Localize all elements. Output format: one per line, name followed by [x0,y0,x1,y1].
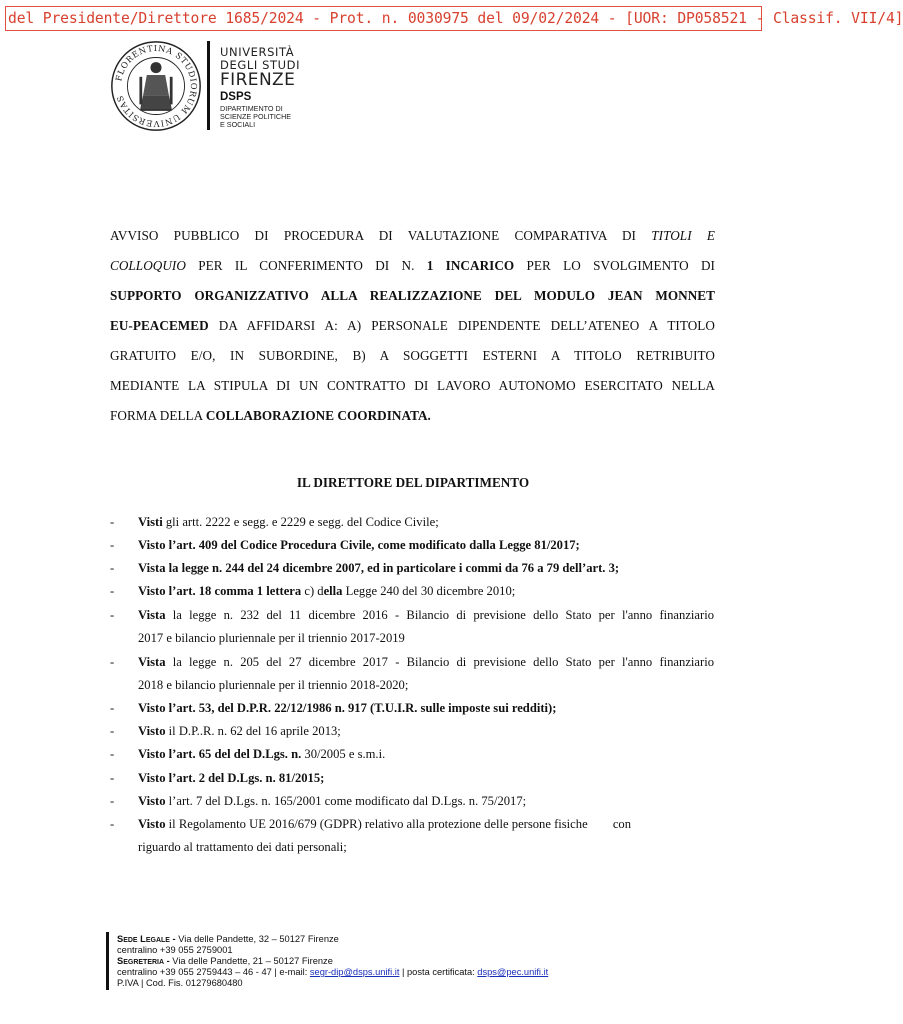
footer-segreteria-label: Segreteria - [117,956,170,966]
bold-text: Visto [138,724,166,738]
italic-text: TITOLI E [651,228,716,243]
text-run: MEDIANTE LA STIPULA DI UN CONTRATTO DI LAVORO AUTONOMO ESERCITATO NELLA [110,378,715,393]
logo-divider [207,41,210,130]
notice-line [110,288,715,304]
section-heading: IL DIRETTORE DEL DIPARTIMENTO [296,475,530,490]
list-bullet: - [110,515,115,529]
notice-line [110,378,715,394]
text-run: AVVISO PUBBLICO DI PROCEDURA DI VALUTAZIONE COMPARATIVA DI [110,228,652,243]
department-acronym: DSPS [220,91,252,103]
list-bullet: - [110,771,115,785]
text-run: PER IL CONFERIMENTO DI N. [185,258,427,273]
university-name-line3: FIRENZE [220,70,296,90]
text-run: 30/2005 e s.m.i. [301,747,386,761]
text-run: la legge n. 232 del 11 dicembre 2016 - Bilancio di previsione dello Stato per l'anno finanziario [165,608,714,622]
footer-sede-label: Sede Legale - [117,934,176,944]
list-item [138,817,631,832]
list-bullet: - [110,817,115,831]
bold-text: ella [323,584,343,598]
text-run: il D.P..R. n. 62 del 16 aprile 2013; [165,724,341,738]
list-item [138,584,515,599]
list-bullet: - [110,794,115,808]
list-item [138,655,714,670]
list-bullet: - [110,608,115,622]
text-run: DA AFFIDARSI A: A) PERSONALE DIPENDENTE DELL’ATENEO A TITOLO [208,318,715,333]
text-run: c) d [301,584,324,598]
text-run: 2018 e bilancio pluriennale per il triennio 2018-2020; [138,678,409,692]
bold-text: 1 INCARICO [426,258,515,273]
footer-email-link[interactable]: segr-dip@dsps.unifi.it [309,967,400,977]
footer-pec-label: | posta certificata: [399,967,478,977]
text-run: il Regolamento UE 2016/679 (GDPR) relativo alla protezione delle persone fisiche con [165,817,632,831]
notice-line [110,348,715,364]
list-item [138,515,439,530]
list-bullet: - [110,724,115,738]
list-bullet: - [110,701,115,715]
bold-text: SUPPORTO ORGANIZZATIVO ALLA REALIZZAZIONE DEL MODULO JEAN MONNET [110,288,715,303]
bold-text: Visti [138,515,163,529]
bold-text: Visto l’art. 65 del del D.Lgs. n. [138,747,302,761]
notice-line [110,318,715,334]
bold-text: Visto l’art. 53, del D.P.R. 22/12/1986 n. 917 (T.U.I.R. sulle imposte sui redditi); [138,701,557,715]
footer-pec-link[interactable]: dsps@pec.unifi.it [477,967,549,977]
protocol-stamp-text: del Presidente/Direttore 1685/2024 - Prot. n. 0030975 del 09/02/2024 - [UOR: DP058521 - Classif. VII/4] [8,10,903,27]
list-item-continuation [138,678,408,693]
bold-text: EU-PEACEMED [110,318,209,333]
notice-line [110,228,715,244]
footer-contacts-text: centralino +39 055 2759443 – 46 - 47 | e-mail: [117,967,310,977]
list-item [138,794,526,809]
bold-text: COLLABORAZIONE COORDINATA. [205,408,431,423]
list-item [138,608,714,623]
list-bullet: - [110,747,115,761]
notice-line [110,258,715,274]
protocol-stamp [5,6,903,31]
university-name-line2: DEGLI STUDI [220,58,301,72]
footer-sede-address: Via delle Pandette, 32 – 50127 Firenze [175,934,339,944]
footer-centralino: centralino +39 055 2759001 [117,945,233,955]
list-item [138,538,580,553]
footer-divider [106,932,109,990]
list-item-continuation [138,840,347,855]
list-item [138,747,385,762]
footer-segreteria-address: Via delle Pandette, 21 – 50127 Firenze [169,956,333,966]
list-bullet: - [110,584,115,598]
bold-text: Vista [138,655,166,669]
bold-text: Visto l’art. 409 del Codice Procedura Civile, come modificato dalla Legge 81/2017; [138,538,580,552]
text-run: FORMA DELLA [110,408,206,423]
footer-sede-line [117,934,339,944]
text-run: 2017 e bilancio pluriennale per il triennio 2017-2019 [138,631,405,645]
university-name-line1: UNIVERSITÀ [220,45,295,59]
list-bullet: - [110,655,115,669]
list-item [138,561,619,576]
list-item [138,701,556,716]
department-name-line3: E SOCIALI [220,120,256,129]
list-bullet: - [110,561,115,575]
text-run: GRATUITO E/O, IN SUBORDINE, B) A SOGGETTI ESTERNI A TITOLO RETRIBUITO [110,348,715,363]
seal-text: FLORENTINA STUDIORUM UNIVERSITAS [113,42,200,129]
bold-text: Visto l’art. 18 comma 1 lettera [138,584,302,598]
bold-text: Vista la legge n. 244 del 24 dicembre 2007, ed in particolare i commi da 76 a 79 dell’art. 3; [138,561,620,575]
text-run: la legge n. 205 del 27 dicembre 2017 - Bilancio di previsione dello Stato per l'anno finanziario [165,655,714,669]
footer-contacts-line [117,967,548,977]
department-name-line2: SCIENZE POLITICHE [220,112,292,121]
bold-text: Visto l’art. 2 del D.Lgs. n. 81/2015; [138,771,325,785]
italic-text: COLLOQUIO [110,258,186,273]
text-run: Legge 240 del 30 dicembre 2010; [342,584,516,598]
bold-text: Vista [138,608,166,622]
bold-text: Visto [138,794,166,808]
text-run: riguardo al trattamento dei dati personali; [138,840,347,854]
text-run: PER LO SVOLGIMENTO DI [514,258,715,273]
list-bullet: - [110,538,115,552]
notice-line [110,408,431,424]
text-run: gli artt. 2222 e segg. e 2229 e segg. del Codice Civile; [162,515,439,529]
list-item [138,771,324,786]
list-item-continuation [138,631,405,646]
university-seal-icon [110,40,202,132]
text-run: l’art. 7 del D.Lgs. n. 165/2001 come modificato dal D.Lgs. n. 75/2017; [165,794,527,808]
bold-text: Visto [138,817,166,831]
department-name-line1: DIPARTIMENTO DI [220,104,283,113]
list-item [138,724,341,739]
footer-segreteria-line [117,956,333,966]
footer-piva: P.IVA | Cod. Fis. 01279680480 [117,978,243,988]
